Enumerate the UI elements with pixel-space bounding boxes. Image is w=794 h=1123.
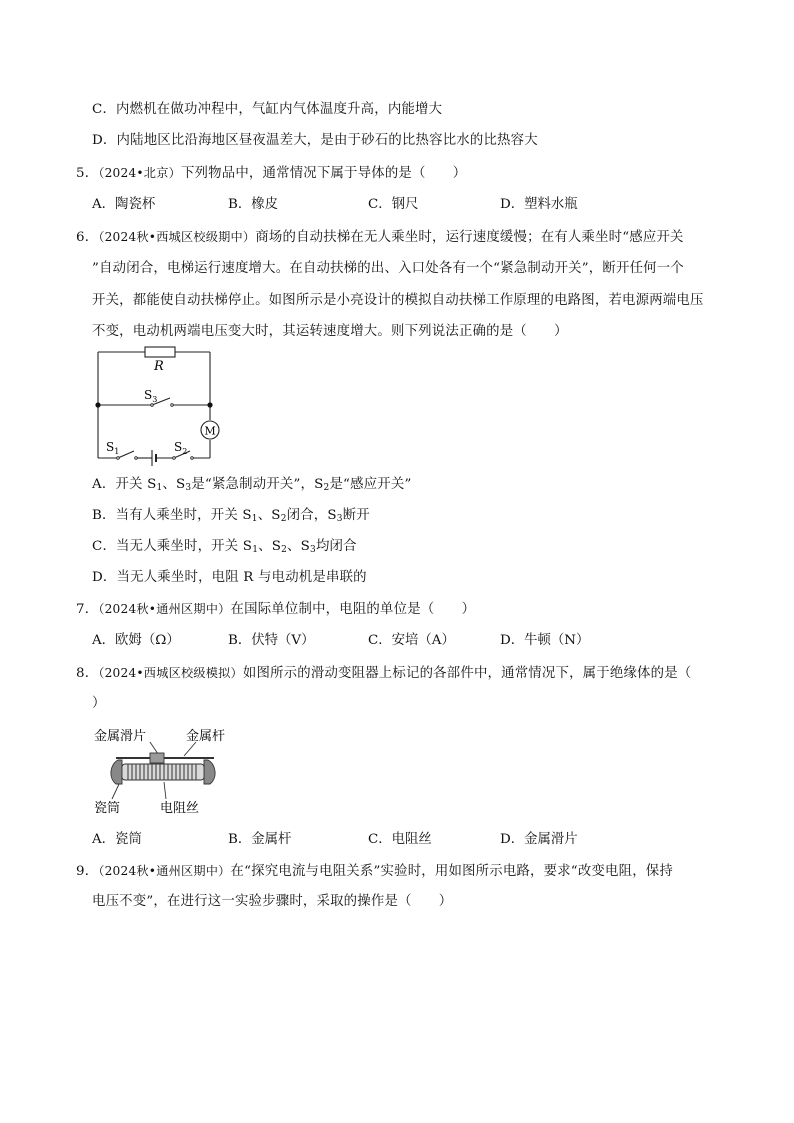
s2-label: $S_2$ — [174, 440, 188, 456]
label-resistance-wire: 电阻丝 — [160, 801, 200, 816]
q5-stem — [76, 163, 466, 184]
q8-option-a: A．瓷筒 — [92, 832, 142, 847]
q6-stem-line1 — [76, 227, 684, 248]
q6-option-d: D．当无人乘坐时，电阻 R 与电动机是串联的 — [92, 570, 367, 585]
q9-source: （2024秋•通州区期中） — [98, 864, 231, 878]
q4-option-c: C．内燃机在做功冲程中，气缸内气体温度升高，内能增大 — [92, 102, 443, 117]
resistor-label: R — [154, 359, 164, 374]
q9-number: 9． — [76, 864, 99, 879]
label-ceramic-tube: 瓷筒 — [94, 801, 121, 816]
q7-number: 7． — [76, 602, 99, 617]
q4-option-d: D．内陆地区比沿海地区昼夜温差大，是由于砂石的比热容比水的比热容大 — [92, 133, 538, 148]
q5-option-a: A．陶瓷杯 — [92, 197, 156, 212]
q6-stem-line4: 不变，电动机两端电压变大时，其运转速度增大。则下列说法正确的是（ ） — [92, 324, 568, 339]
q6-stem-line3: 开关，都能使自动扶梯停止。如图所示是小亮设计的模拟自动扶梯工作原理的电路图，若电源两端电压 — [92, 293, 704, 308]
q8-option-c: C．电阻丝 — [368, 832, 432, 847]
q5-source: （2024•北京） — [98, 166, 181, 180]
motor-label: M — [204, 424, 216, 438]
q6-text-1: 商场的自动扶梯在无人乘坐时，运行速度缓慢；在有人乘坐时“感应开关 — [255, 230, 684, 245]
q7-option-a: A．欧姆（Ω） — [92, 633, 180, 648]
resistor-r-symbol — [145, 347, 175, 357]
q8-option-b: B．金属杆 — [228, 832, 292, 847]
metal-slider — [150, 753, 164, 763]
q8-stem-line2: ） — [92, 696, 106, 711]
q6-option-b: B．当有人乘坐时，开关 $S_1$、$S_2$闭合，$S_3$断开 — [92, 508, 370, 524]
q7-option-c: C．安培（A） — [368, 633, 455, 648]
q8-source: （2024•西城区校级模拟） — [98, 666, 243, 680]
q5-option-b: B．橡皮 — [228, 197, 279, 212]
q8-stem-line1 — [76, 663, 691, 684]
q5-option-d: D．塑料水瓶 — [500, 197, 578, 212]
q7-text: 在国际单位制中，电阻的单位是（ ） — [230, 602, 476, 617]
q7-option-d: D．牛顿（N） — [500, 633, 590, 648]
right-end-bracket — [204, 760, 215, 784]
q5-number: 5． — [76, 166, 99, 181]
q9-stem-line2: 电压不变”，在进行这一实验步骤时，采取的操作是（ ） — [92, 894, 453, 909]
q6-option-c: C．当无人乘坐时，开关 $S_1$、$S_2$、$S_3$均闭合 — [92, 539, 357, 555]
switch-s1-blade — [118, 451, 134, 458]
q8-number: 8． — [76, 666, 99, 681]
q5-option-c: C．钢尺 — [368, 197, 419, 212]
q7-stem — [76, 599, 475, 620]
q6-stem-line2: ”自动闭合，电梯运行速度增大。在自动扶梯的出、入口处各有一个“紧急制动开关”，断开任何一个 — [92, 261, 684, 276]
q7-source: （2024秋•通州区期中） — [98, 602, 231, 616]
q6-number: 6． — [76, 230, 99, 245]
q9-text-1: 在“探究电流与电阻关系”实验时，用如图所示电路，要求“改变电阻，保持 — [230, 864, 673, 879]
label-metal-rod: 金属杆 — [186, 729, 226, 744]
left-end-bracket — [111, 760, 122, 784]
label-metal-slider: 金属滑片 — [94, 729, 147, 744]
q6-circuit-diagram — [90, 340, 240, 466]
q7-option-b: B．伏特（V） — [228, 633, 315, 648]
q8-text-1: 如图所示的滑动变阻器上标记的各部件中，通常情况下，属于绝缘体的是（ — [242, 666, 692, 681]
q6-source: （2024秋•西城区校级期中） — [98, 230, 256, 244]
q9-stem-line1 — [76, 861, 673, 882]
q5-text: 下列物品中，通常情况下属于导体的是（ ） — [180, 166, 467, 181]
q6-option-a: A．开关 $S_1$、$S_3$是“紧急制动开关”，$S_2$是“感应开关” — [92, 477, 412, 493]
q8-rheostat-figure — [92, 722, 242, 822]
q8-option-d: D．金属滑片 — [500, 832, 578, 847]
s3-label: $S_3$ — [144, 388, 158, 404]
s1-label: $S_1$ — [106, 440, 120, 456]
